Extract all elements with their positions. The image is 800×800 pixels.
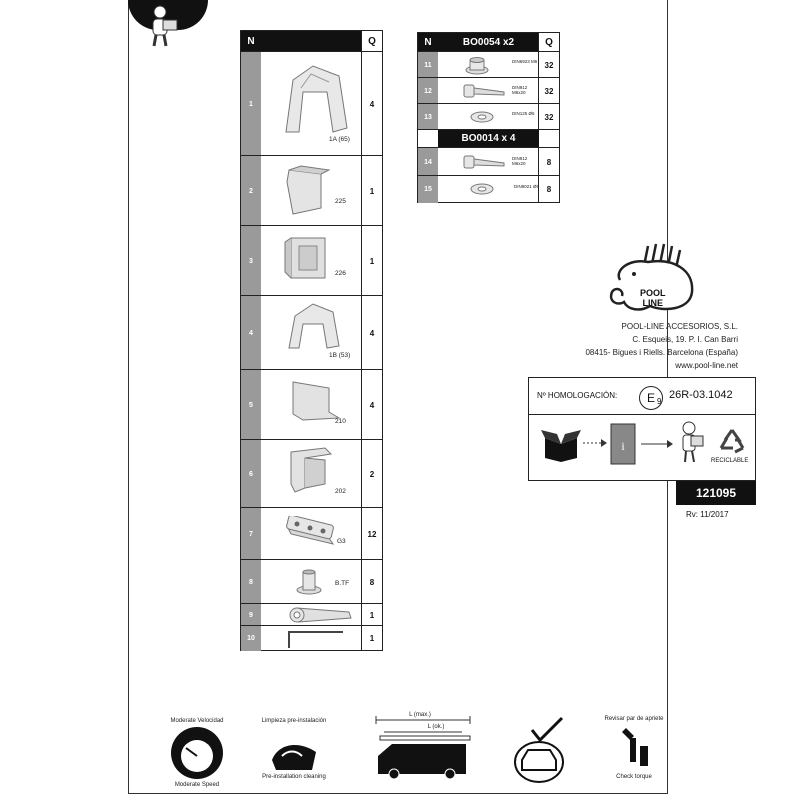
company-name: POOL-LINE ACCESORIOS, S.L. [621,322,738,331]
row-quantity: 1 [361,604,382,626]
part-code: 226 [335,270,346,277]
table-row [241,155,382,226]
homologation-number: 26R-03.1042 [669,389,733,401]
row-number: 13 [418,104,438,130]
company-street: C. Esqueis, 19. P. I. Can Barri [632,335,738,344]
table-row [241,559,382,604]
row-quantity: 4 [361,296,382,370]
part-code: 1B (53) [329,352,351,359]
row-number: 1 [241,52,261,156]
part-code: DIN9021 Ø6 [514,184,540,189]
bracket-arch-icon [285,302,341,350]
torque-label-bottom: Check torque [616,774,652,780]
parts-header-n: N [241,31,261,51]
row-quantity: 1 [361,226,382,296]
row-number: 10 [241,626,261,651]
row-number: 5 [241,370,261,440]
hardware-group2-title: BO0014 x 4 [438,129,539,147]
hardware-table [417,32,560,203]
table-row [418,51,559,78]
torque-wrench-icon [620,726,650,770]
row-number: 7 [241,508,261,560]
dashed-arrow-icon [583,438,607,448]
table-row [241,369,382,440]
part-code: DIN125 Ø6 [512,111,535,116]
speed-label-top: Moderate Velocidad [170,718,224,724]
company-city: 08415- Bigues i Riells. Barcelona (España) [585,348,738,357]
angle-bracket-icon [281,164,331,216]
flange-nut-icon [464,55,490,75]
part-code: 225 [335,198,346,205]
nut-icon [295,566,323,596]
row-number-blank [418,130,438,148]
homologation-box [528,377,756,481]
row-quantity: 8 [538,148,559,176]
row-number: 4 [241,296,261,370]
table-row [241,603,382,626]
logo-line2: LINE [642,298,664,308]
row-quantity: 4 [361,52,382,156]
parts-table [240,30,383,651]
mascot-icon [144,2,184,50]
svg-text:i: i [621,439,625,453]
instruction-book-icon [609,422,637,466]
row-number: 3 [241,226,261,296]
row-quantity: 8 [361,560,382,604]
homologation-label: Nº HOMOLOGACIÓN: [537,391,618,400]
open-box-icon [541,424,581,462]
length-ok-label: L (ok.) [427,724,445,730]
torque-label-top: Revisar par de apriete [604,716,664,722]
e-mark: E [639,386,663,410]
row-quantity: 8 [538,176,559,203]
bracket-arch-icon [281,62,351,134]
row-number: 15 [418,176,438,203]
table-row [418,103,559,130]
length-max-label: L (max.) [409,712,431,718]
company-web[interactable]: www.pool-line.net [675,361,738,370]
logo-text [640,288,666,308]
divider [529,414,755,415]
revision-date: Rv: 11/2017 [686,510,729,519]
bolt-icon [462,153,508,171]
hardware-header-q: Q [538,33,559,51]
washer-icon [470,110,494,124]
table-row [418,77,559,104]
bolt-icon [462,82,508,100]
support-bracket-icon [285,444,335,494]
table-row [241,439,382,508]
row-number: 6 [241,440,261,508]
row-quantity: 32 [538,78,559,104]
parts-header-q: Q [361,31,382,51]
row-number: 12 [418,78,438,104]
row-quantity: 32 [538,104,559,130]
part-code: B.TF [335,580,350,587]
person-reading-icon [675,420,707,464]
plate-icon [283,516,337,546]
hardware-group2-divider [418,129,559,148]
recycle-icon [717,426,747,456]
row-quantity: 4 [361,370,382,440]
table-row [241,51,382,156]
angle-bracket-icon [281,232,331,284]
row-quantity: 1 [361,156,382,226]
part-code: 202 [335,488,346,495]
reference-number: 121095 [676,481,756,505]
part-code: DIN912 M6x20 [512,85,528,95]
arrow-icon [641,439,673,449]
part-code: 1A (65) [329,136,350,143]
row-number: 14 [418,148,438,176]
row-quantity: 12 [361,508,382,560]
table-row [418,147,559,176]
row-quantity: 1 [361,626,382,651]
logo-line1: POOL [640,288,666,298]
van-roofrack-icon [370,716,476,780]
row-number: 11 [418,52,438,78]
washer-icon [470,182,494,196]
wrench-icon [287,604,359,626]
row-number: 8 [241,560,261,604]
table-row [418,175,559,203]
e-mark-sub: 9 [657,397,662,406]
z-bracket-icon [285,378,341,424]
table-row [241,507,382,560]
table-row [241,625,382,651]
speed-label-bottom: Moderate Speed [174,782,220,788]
row-number: 9 [241,604,261,626]
part-code: 210 [335,418,346,425]
row-quantity: 32 [538,52,559,78]
cleaning-label-top: Limpieza pre-instalación [261,718,327,724]
hardware-group1-title: BO0054 x2 [438,33,539,51]
company-block [585,320,738,372]
part-code: DIN912 M6x20 [512,156,528,166]
part-code: G3 [337,538,346,545]
table-row [241,225,382,296]
row-quantity: 2 [361,440,382,508]
car-check-icon [512,716,566,784]
recyclable-label: RECICLABLE [711,458,749,464]
row-number: 2 [241,156,261,226]
speed-gauge-icon [170,726,224,780]
part-code: DIN6923 M6 [512,59,538,64]
table-row [241,295,382,370]
cleaning-label-bottom: Pre-installation cleaning [262,774,326,780]
parts-header-bar [261,31,361,51]
hardware-header-n: N [418,33,438,51]
cleaning-icon [268,730,320,774]
allen-key-icon [285,628,345,650]
